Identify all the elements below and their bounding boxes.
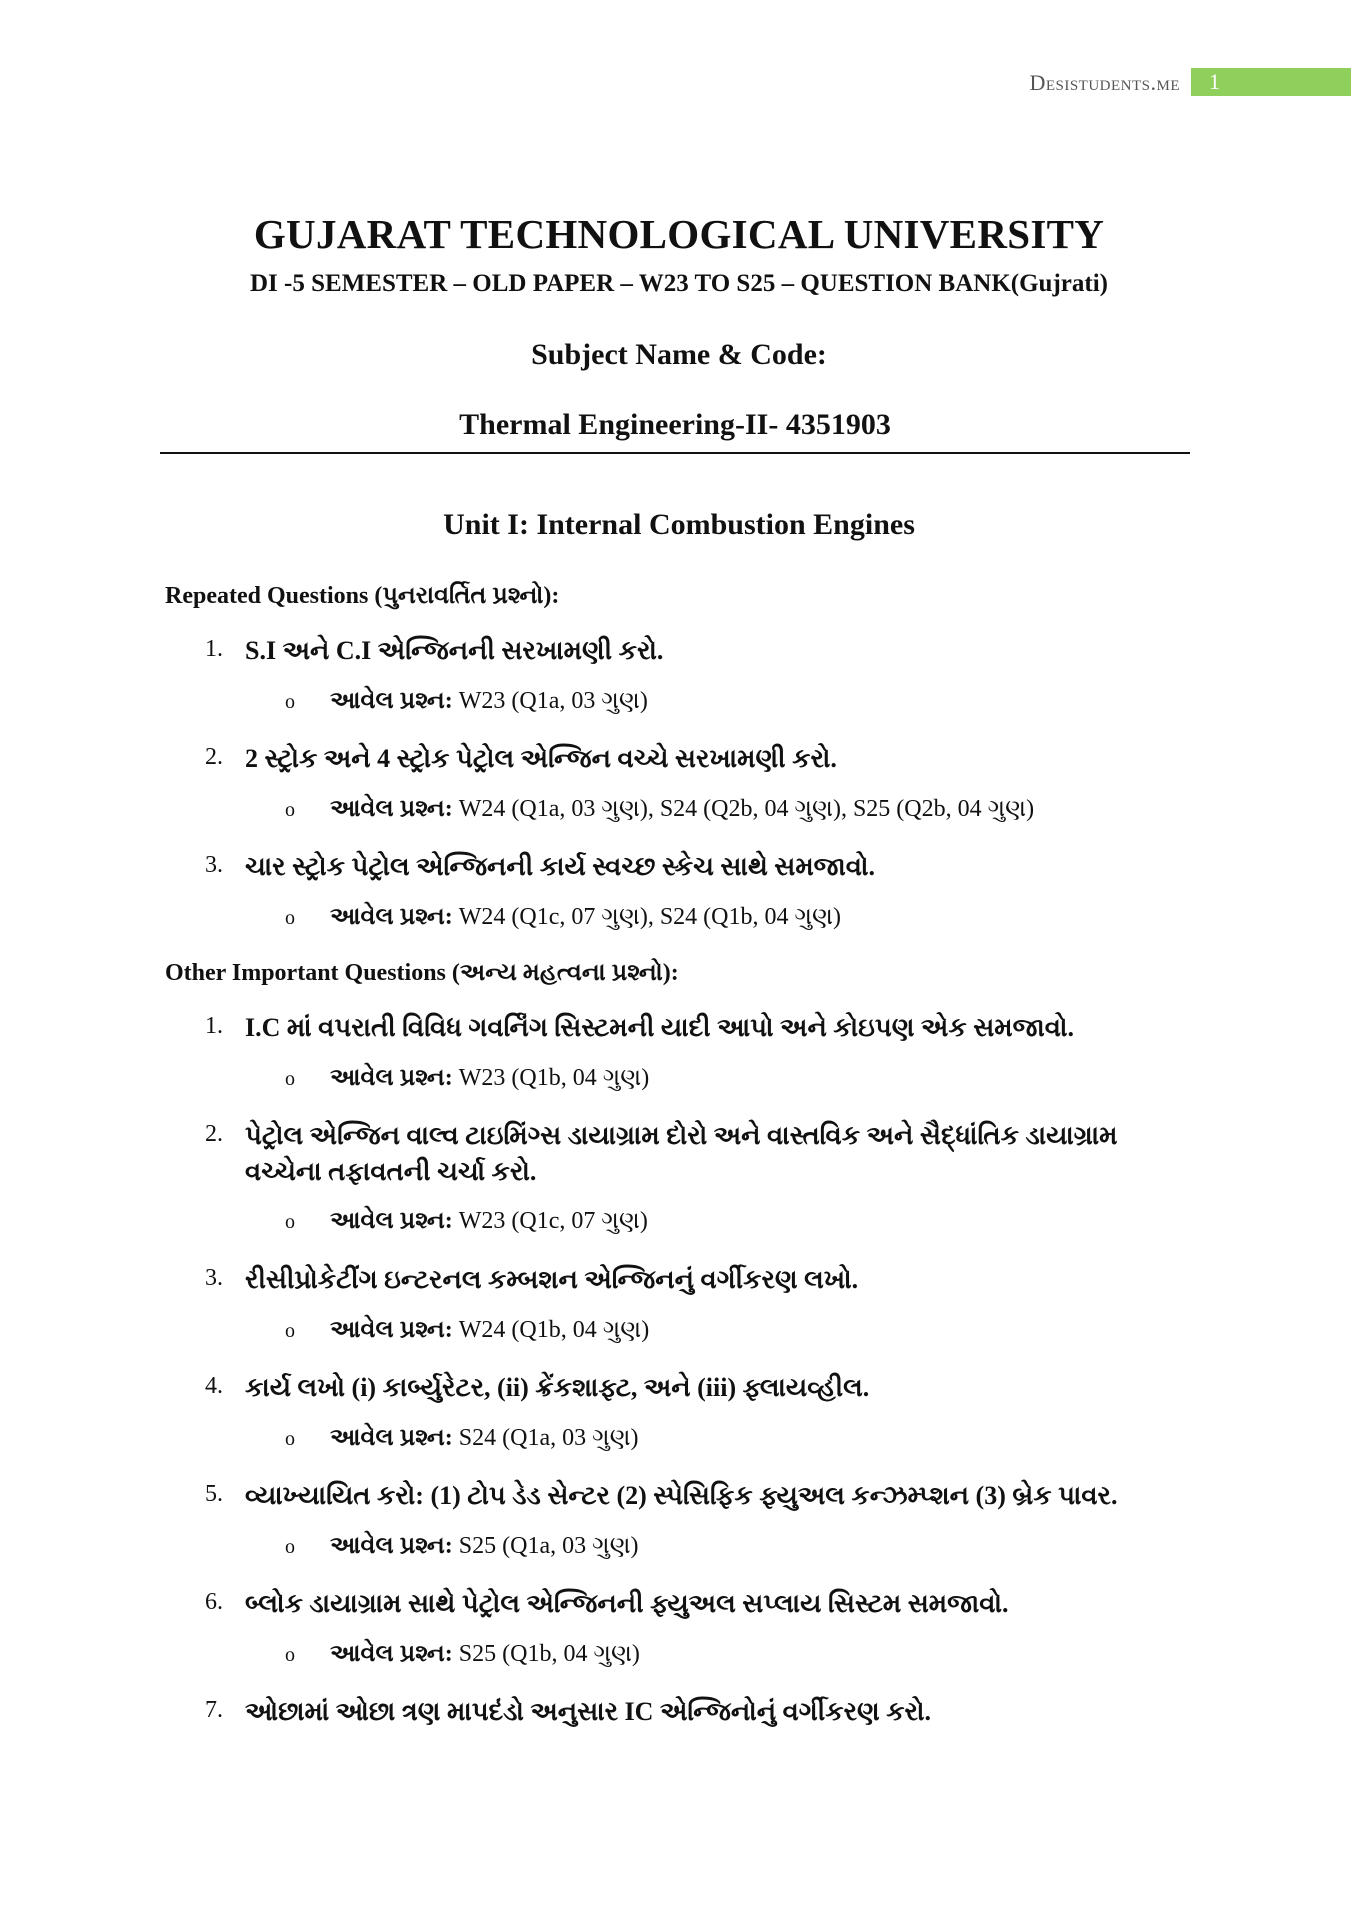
source-label: આવેલ પ્રશ્ન:	[330, 688, 453, 714]
question-source	[285, 1317, 649, 1344]
university-title: GUJARAT TECHNOLOGICAL UNIVERSITY	[253, 211, 1105, 257]
source-label: આવેલ પ્રશ્ન:	[330, 1208, 453, 1234]
question-text: S.I અને C.I એન્જિનની સરખામણી કરો.	[245, 636, 664, 665]
question-text: ઓછામાં ઓછા ત્રણ માપદંડો અનુસાર IC એન્જિનોનું વર્ગીકરણ કરો.	[245, 1697, 931, 1726]
question-text: I.C માં વપરાતી વિવિધ ગવર્નિંગ સિસ્ટમની યાદી આપો અને કોઇપણ એક સમજાવો.	[245, 1013, 1074, 1042]
question-source	[285, 1641, 640, 1668]
source-text: S25 (Q1b, 04 ગુણ)	[452, 1641, 640, 1667]
question-source	[285, 1425, 639, 1452]
question-item	[205, 1694, 931, 1730]
site-name: Desistudents.me	[1029, 70, 1180, 95]
source-label: આવેલ પ્રશ્ન:	[330, 1533, 453, 1559]
source-label: આવેલ પ્રશ્ન:	[330, 796, 453, 822]
bullet: o	[285, 1211, 295, 1233]
question-number: 2.	[205, 1121, 223, 1147]
source-text: W24 (Q1b, 04 ગુણ)	[452, 1317, 650, 1343]
question-number: 7.	[205, 1697, 223, 1723]
question-source	[285, 1065, 649, 1092]
source-text: W23 (Q1c, 07 ગુણ)	[452, 1208, 648, 1234]
source-text: W24 (Q1c, 07 ગુણ), S24 (Q1b, 04 ગુણ)	[452, 904, 841, 930]
question-number: 3.	[205, 852, 223, 878]
question-text: 2 સ્ટ્રોક અને 4 સ્ટ્રોક પેટ્રોલ એન્જિન વચ્ચે સરખામણી કરો.	[245, 744, 837, 773]
question-item	[205, 741, 837, 777]
source-label: આવેલ પ્રશ્ન:	[330, 904, 453, 930]
question-text: બ્લોક ડાયાગ્રામ સાથે પેટ્રોલ એન્જિનની ફ્યુઅલ સપ્લાય સિસ્ટમ સમજાવો.	[245, 1589, 1009, 1618]
question-text: પેટ્રોલ એન્જિન વાલ્વ ટાઇમિંગ્સ ડાયાગ્રામ દોરો અને વાસ્તવિક અને સૈદ્ધાંતિક ડાયાગ્રામ વચ્ચેના તફાવતની ચર્ચા કરો.	[245, 1121, 1118, 1186]
bullet: o	[285, 799, 295, 821]
question-source	[285, 904, 841, 931]
source-text: S24 (Q1a, 03 ગુણ)	[452, 1425, 639, 1451]
bullet: o	[285, 1068, 295, 1090]
question-item	[205, 1262, 858, 1298]
subject-value: Thermal Engineering-II- 4351903	[459, 408, 891, 441]
question-source	[285, 796, 1034, 823]
source-label: આવેલ પ્રશ્ન:	[330, 1065, 453, 1091]
other-questions-heading: Other Important Questions (અન્ય મહત્વના પ્રશ્નો):	[165, 960, 679, 986]
source-label: આવેલ પ્રશ્ન:	[330, 1317, 453, 1343]
source-text: S25 (Q1a, 03 ગુણ)	[452, 1533, 639, 1559]
question-number: 1.	[205, 636, 223, 662]
question-text: વ્યાખ્યાયિત કરો: (1) ટોપ ડેડ સેન્ટર (2) સ્પેસિફિક ફ્યુઅલ કન્ઝમ્પ્શન (3) બ્રેક પાવર.	[245, 1481, 1118, 1510]
question-source	[285, 1533, 639, 1560]
page-number: 1	[1191, 68, 1351, 96]
source-label: આવેલ પ્રશ્ન:	[330, 1425, 453, 1451]
bullet: o	[285, 1536, 295, 1558]
source-label: આવેલ પ્રશ્ન:	[330, 1641, 453, 1667]
document-subtitle: DI -5 SEMESTER – OLD PAPER – W23 TO S25 – QUESTION BANK(Gujrati)	[250, 270, 1108, 297]
bullet: o	[285, 907, 295, 929]
question-number: 1.	[205, 1013, 223, 1039]
question-item	[205, 1478, 1117, 1514]
subject-underline	[160, 408, 1190, 454]
question-item	[205, 633, 663, 669]
subject-label: Subject Name & Code:	[531, 338, 827, 371]
source-text: W23 (Q1a, 03 ગુણ)	[452, 688, 648, 714]
question-number: 5.	[205, 1481, 223, 1507]
question-text: કાર્ય લખો (i) કાર્બ્યુરેટર, (ii) ક્રેંકશાફ્ટ, અને (iii) ફ્લાયવ્હીલ.	[245, 1373, 870, 1402]
question-source	[285, 688, 648, 715]
bullet: o	[285, 1428, 295, 1450]
question-item	[205, 1010, 1074, 1046]
repeated-questions-heading: Repeated Questions (પુનરાવર્તિત પ્રશ્નો):	[165, 583, 560, 609]
bullet: o	[285, 691, 295, 713]
question-item	[205, 1586, 1009, 1622]
question-text: રીસીપ્રોકેટીંગ ઇન્ટરનલ કમ્બશન એન્જિનનું વર્ગીકરણ લખો.	[245, 1265, 859, 1294]
question-number: 6.	[205, 1589, 223, 1615]
source-text: W23 (Q1b, 04 ગુણ)	[452, 1065, 650, 1091]
question-number: 3.	[205, 1265, 223, 1291]
title-block	[0, 210, 1358, 372]
question-source	[285, 1208, 648, 1235]
bullet: o	[285, 1644, 295, 1666]
question-item	[205, 1370, 869, 1406]
unit-title: Unit I: Internal Combustion Engines	[443, 508, 915, 541]
bullet: o	[285, 1320, 295, 1342]
source-text: W24 (Q1a, 03 ગુણ), S24 (Q2b, 04 ગુણ), S25 (Q2b, 04 ગુણ)	[452, 796, 1035, 822]
question-number: 4.	[205, 1373, 223, 1399]
question-number: 2.	[205, 744, 223, 770]
question-text: ચાર સ્ટ્રોક પેટ્રોલ એન્જિનની કાર્ય સ્વચ્છ સ્કેચ સાથે સમજાવો.	[245, 852, 876, 881]
question-item	[205, 849, 875, 885]
question-item	[205, 1118, 1195, 1190]
